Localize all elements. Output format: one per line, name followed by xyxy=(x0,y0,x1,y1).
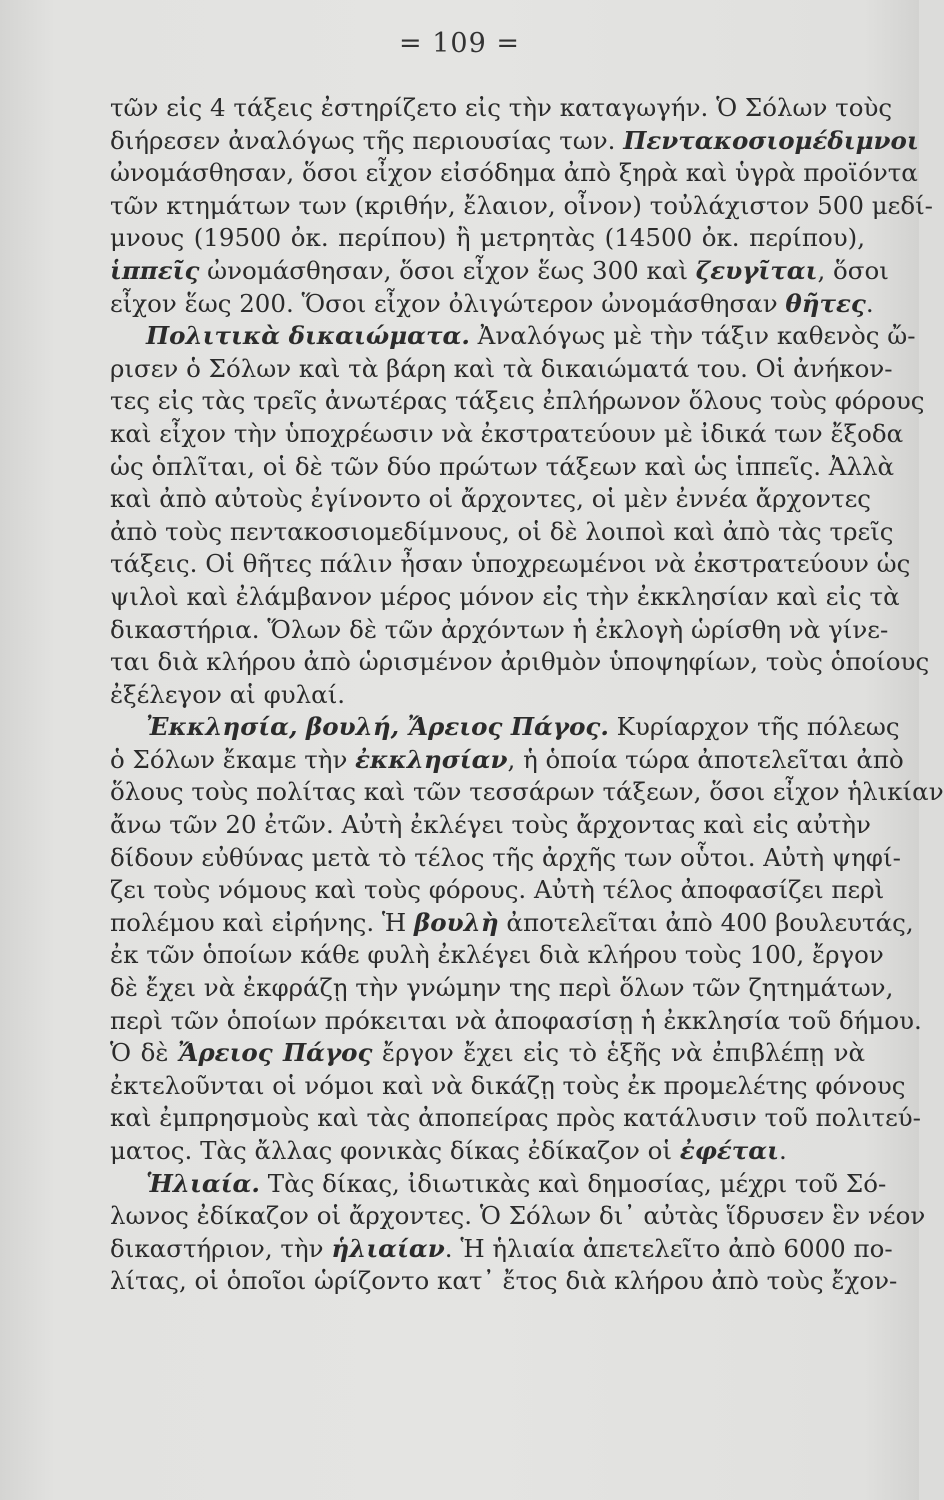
text-run: ται διὰ κλήρου ἀπὸ ὡρισμένον ἀριθμὸν ὑποψηφίων, τοὺς ὁποίους xyxy=(110,647,930,677)
text-line xyxy=(110,451,895,484)
text-run: τάξεις. Οἱ θῆτες πάλιν ἦσαν ὑποχρεωμένοι νὰ ἐκστρατεύουν ὡς xyxy=(110,549,911,579)
text-run: Τὰς δίκας, ἰδιωτικὰς καὶ δημοσίας, μέχρι τοῦ Σό- xyxy=(259,1168,887,1198)
text-run: Ἀναλόγως μὲ τὴν τάξιν καθενὸς ὤ- xyxy=(469,321,916,351)
text-run: ἄνω τῶν 20 ἐτῶν. Αὐτὴ ἐκλέγει τοὺς ἄρχοντας καὶ εἰς αὐτὴν xyxy=(110,810,871,840)
text-run: ρισεν ὁ Σόλων καὶ τὰ βάρη καὶ τὰ δικαιώματά του. Οἱ ἀνήκον- xyxy=(110,353,893,383)
text-line xyxy=(110,939,884,972)
text-line xyxy=(110,874,885,907)
text-run: ἐκ τῶν ὁποίων κάθε φυλὴ ἐκλέγει διὰ κλήρου τοὺς 100, ἔργον xyxy=(110,940,884,970)
text-run: ἀποτελεῖται ἀπὸ 400 βουλευτάς, xyxy=(498,907,914,937)
bold-term: Ἐκκλησία, βουλή, Ἄρειος Πάγος. xyxy=(146,712,609,742)
text-line xyxy=(110,581,900,614)
bold-term: Πολιτικὰ δικαιώματα. xyxy=(146,321,470,351)
text-run: τες εἰς τὰς τρεῖς ἀνωτέρας τάξεις ἐπλήρωνον ὅλους τοὺς φόρους xyxy=(110,386,925,416)
text-run: δικαστήρια. Ὅλων δὲ τῶν ἀρχόντων ἡ ἐκλογὴ ὡρίσθη νὰ γίνε- xyxy=(110,614,889,644)
text-line xyxy=(110,646,930,679)
bold-term: ἱππεῖς xyxy=(110,255,200,285)
text-line xyxy=(110,1005,922,1038)
text-run: πολέμου καὶ εἰρήνης. Ἡ xyxy=(110,907,415,937)
text-run: ὁ Σόλων ἔκαμε τὴν xyxy=(110,744,356,774)
text-line xyxy=(110,1233,893,1266)
text-run: λίτας, οἱ ὁποῖοι ὡρίζοντο κατ᾽ ἔτος διὰ κλήρου ἀπὸ τοὺς ἔχον- xyxy=(110,1266,898,1296)
text-line xyxy=(110,679,865,712)
bold-term: ἐφέται xyxy=(679,1136,779,1165)
text-line xyxy=(110,1168,887,1201)
text-run: περὶ τῶν ὁποίων πρόκειται νὰ ἀποφασίσῃ ἡ ἐκκλησία τοῦ δήμου. xyxy=(110,1005,922,1035)
text-line xyxy=(110,353,893,386)
bold-term: ἐκκλησίαν xyxy=(355,744,508,774)
bold-term: Ἡλιαία. xyxy=(146,1168,260,1198)
text-line xyxy=(110,190,933,223)
text-run: τῶν κτημάτων των (κριθήν, ἔλαιον, οἶνον) τοὐλάχιστον 500 μεδί- xyxy=(110,190,933,220)
text-run: ἐκτελοῦνται οἱ νόμοι καὶ νὰ δικάζῃ τοὺς ἐκ προμελέτης φόνους xyxy=(110,1070,906,1100)
bold-term: βουλὴ xyxy=(414,907,499,937)
text-line xyxy=(110,255,889,288)
text-line xyxy=(110,744,904,777)
text-run: ψιλοὶ καὶ ἐλάμβανον μέρος μόνον εἰς τὴν ἐκκλησίαν καὶ εἰς τὰ xyxy=(110,581,900,611)
text-run: ἐξέλεγον αἱ φυλαί. xyxy=(110,679,346,709)
body-text xyxy=(110,92,944,1298)
text-run: καὶ εἶχον τὴν ὑποχρέωσιν νὰ ἐκστρατεύουν μὲ ἰδικά των ἔξοδα xyxy=(110,418,904,448)
text-line xyxy=(110,548,911,581)
text-line xyxy=(110,157,918,190)
text-run: ὠνομάσθησαν, ὅσοι εἶχον εἰσόδημα ἀπὸ ξηρὰ καὶ ὑγρὰ προϊόντα xyxy=(110,158,918,188)
text-line xyxy=(110,1070,906,1103)
bold-term: ἡλιαίαν xyxy=(331,1233,445,1263)
page-number: = 109 = xyxy=(399,28,520,59)
text-run: . xyxy=(779,1136,787,1165)
text-line xyxy=(110,125,919,158)
text-line xyxy=(110,418,904,451)
text-line xyxy=(110,385,925,418)
text-line xyxy=(110,842,901,875)
text-run: ζει τοὺς νόμους καὶ τοὺς φόρους. Αὐτὴ τέλος ἀποφασίζει περὶ xyxy=(110,875,885,905)
text-run: δίδουν εὐθύνας μετὰ τὸ τέλος τῆς ἀρχῆς των οὗτοι. Αὐτὴ ψηφί- xyxy=(110,842,901,872)
text-run: καὶ ἀπὸ αὐτοὺς ἐγίνοντο οἱ ἄρχοντες, οἱ μὲν ἐννέα ἄρχοντες xyxy=(110,484,871,514)
text-line xyxy=(110,1265,898,1298)
text-line xyxy=(110,1102,921,1135)
text-line xyxy=(110,711,900,744)
bold-term: ζευγῖται xyxy=(695,255,818,285)
text-run: . Ἡ ἡλιαία ἀπετελεῖτο ἀπὸ 6000 πο- xyxy=(444,1233,893,1263)
text-line xyxy=(110,1037,865,1070)
text-run: εἶχον ἕως 200. Ὅσοι εἶχον ὀλιγώτερον ὠνομάσθησαν xyxy=(110,288,786,318)
text-run: ἔργον ἔχει εἰς τὸ ἑξῆς νὰ ἐπιβλέπῃ νὰ xyxy=(372,1038,866,1068)
text-line xyxy=(110,907,914,940)
text-line xyxy=(110,516,894,549)
text-line xyxy=(110,776,944,809)
bold-term: θῆτες xyxy=(785,288,866,318)
text-run: , ὅσοι xyxy=(817,255,889,285)
text-run: δικαστήριον, τὴν xyxy=(110,1233,332,1263)
text-run: , ἡ ὁποία τώρα ἀποτελεῖται ἀπὸ xyxy=(507,744,904,774)
text-line xyxy=(110,92,893,125)
text-line xyxy=(110,809,871,842)
text-run: Ὁ δὲ xyxy=(110,1038,179,1068)
text-line xyxy=(110,483,871,516)
text-run: τῶν εἰς 4 τάξεις ἐστηρίζετο εἰς τὴν καταγωγήν. Ὁ Σόλων τοὺς xyxy=(110,93,893,122)
text-run: διήρεσεν ἀναλόγως τῆς περιουσίας των. xyxy=(110,125,624,155)
text-line xyxy=(110,320,916,353)
text-line xyxy=(110,972,894,1005)
text-line xyxy=(110,222,865,255)
text-run: ἀπὸ τοὺς πεντακοσιομεδίμνους, οἱ δὲ λοιποὶ καὶ ἀπὸ τὰς τρεῖς xyxy=(110,516,894,546)
text-line xyxy=(110,614,889,647)
text-run: ὡς ὁπλῖται, οἱ δὲ τῶν δύο πρώτων τάξεων καὶ ὡς ἱππεῖς. Ἀλλὰ xyxy=(110,451,895,481)
bold-term: Ἄρειος Πάγος xyxy=(178,1038,373,1068)
text-line xyxy=(110,1200,926,1233)
bold-term: Πεντακοσιομέδιμνοι xyxy=(623,125,919,155)
text-run: . xyxy=(865,288,874,318)
text-run: ὅλους τοὺς πολίτας καὶ τῶν τεσσάρων τάξεων, ὅσοι εἶχον ἡλικίαν xyxy=(110,777,944,807)
text-run: λωνος ἐδίκαζον οἱ ἄρχοντες. Ὁ Σόλων δι᾽ αὐτὰς ἵδρυσεν ἓν νέον xyxy=(110,1201,926,1231)
text-line xyxy=(110,288,874,321)
text-run: Κυρίαρχον τῆς πόλεως xyxy=(608,712,900,742)
text-run: δὲ ἔχει νὰ ἐκφράζῃ τὴν γνώμην της περὶ ὅλων τῶν ζητημάτων, xyxy=(110,973,894,1003)
text-run: ὠνομάσθησαν, ὅσοι εἶχον ἕως 300 καὶ xyxy=(199,255,696,285)
text-run: ματος. Τὰς ἄλλας φονικὰς δίκας ἐδίκαζον οἱ xyxy=(110,1136,680,1165)
text-run: μνους (19500 ὀκ. περίπου) ἢ μετρητὰς (14500 ὀκ. περίπου), xyxy=(110,223,865,253)
text-run: καὶ ἐμπρησμοὺς καὶ τὰς ἀποπείρας πρὸς κατάλυσιν τοῦ πολιτεύ- xyxy=(110,1103,921,1133)
text-line xyxy=(110,1135,865,1168)
